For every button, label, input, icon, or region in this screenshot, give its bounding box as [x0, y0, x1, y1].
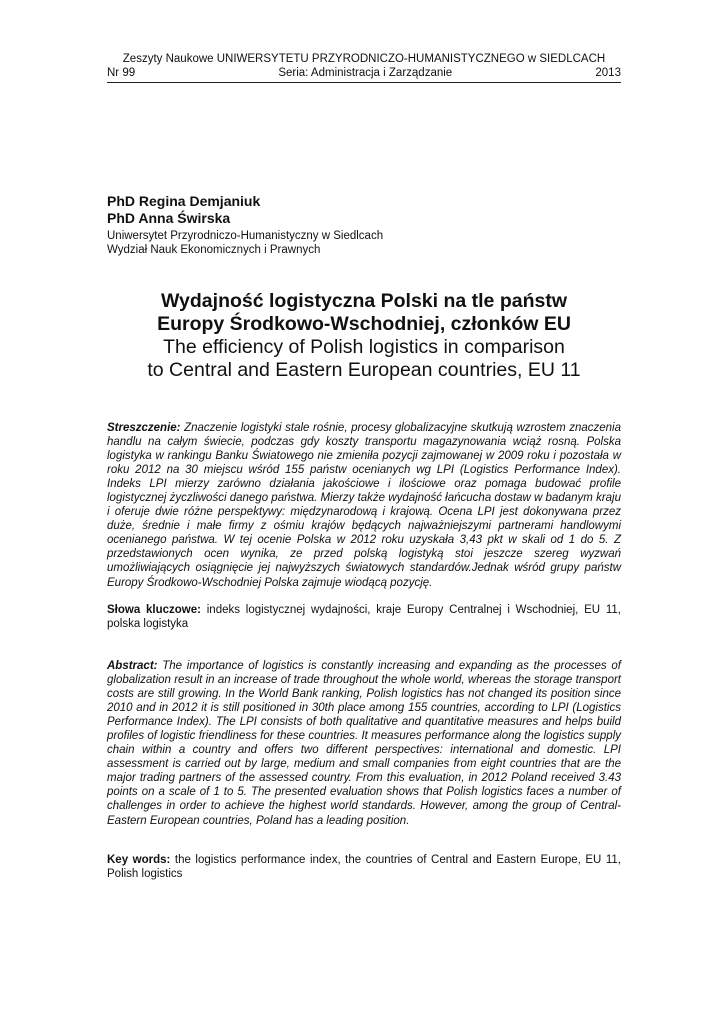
keywords-english: [107, 853, 621, 881]
title-polish-line: Europy Środkowo-Wschodniej, członków EU: [157, 313, 571, 335]
author-name: PhD Regina Demjaniuk: [107, 193, 261, 209]
header-meta-row: [107, 66, 621, 80]
title-english-line: The efficiency of Polish logistics in comparison: [163, 336, 565, 358]
abstract-english-text: The importance of logistics is constantly increasing and expanding as the processes of globalization result in an increase of trade throughout the whole world, whereas the storage transport costs are still growing. In the World Bank ranking, Polish logistics has not changed its position since 2010 and in 2012 it is still positioned in 30th place among 155 countries, according to LPI (Logistics Performance Index). The LPI consists of both qualitative and quantitative measures and helps build profiles of logistic friendliness for these countries. It measures performance along the logistics supply chain within a country and offers two different perspectives: international and domestic. LPI assessment is carried out by large, medium and small companies from eight countries that are the major trading partners of the assessed country. From this evaluation, in 2012 Poland received 3.43 points on a scale of 1 to 5. The presented evaluation shows that Polish logistics faces a number of challenges in order to achieve the highest world standards. However, among the group of Central-Eastern European countries, Poland has a leading position.: [107, 660, 622, 827]
paper-title: [107, 290, 621, 382]
keywords-polish-label: Słowa kluczowe:: [107, 604, 201, 616]
keywords-english-label: Key words:: [107, 854, 171, 866]
abstract-english-label: Abstract:: [107, 660, 158, 672]
abstract-polish-text: Znaczenie logistyki stale rośnie, procesy globalizacyjne skutkują wzrostem znaczenia handlu na całym świecie, podczas gdy koszty transportu magazynowania wciąż rosną. Polska logistyka w rankingu Banku Światowego nie zmieniła pozycji zajmowanej w 2009 roku i pozostała w roku 2012 na 30 miejscu wśród 155 państw ocenianych wg LPI (Logistics Performance Index). Indeks LPI mierzy zarówno działania jakościowe i ilościowe oraz pomaga budować profile logistycznej życzliwości danego państwa. Mierzy także wydajność łańcucha dostaw w badanym kraju i oferuje dwie różne perspektywy: międzynarodową i krajową. Ocena LPI jest dokonywana przez duże, średnie i małe firmy z ośmiu krajów będących najważniejszymi partnerami handlowymi ocenianego państwa. W tej ocenie Polska w 2012 roku uzyskała 3,43 pkt w skali od 1 do 5. Z przedstawionych ocen wynika, ze przed polską logistyką stoi jeszcze szereg wyzwań umożliwiających osiągnięcie jej najwyższych światowych standardów.Jednak wśród grupy państw Europy Środkowo-Wschodniej Polska zajmuje wiodącą pozycję.: [107, 422, 621, 589]
keywords-polish: [107, 603, 621, 631]
series-name: Seria: Administracja i Zarządzanie: [278, 67, 453, 79]
journal-name: Zeszyty Naukowe UNIWERSYTETU PRZYRODNICZO-HUMANISTYCZNEGO w SIEDLCACH: [122, 53, 606, 65]
keywords-polish-text: indeks logistycznej wydajności, kraje Europy Centralnej i Wschodniej, EU 11, polska logistyka: [107, 604, 621, 631]
affiliation-faculty: Wydział Nauk Ekonomicznych i Prawnych: [107, 244, 321, 256]
title-polish-line: Wydajność logistyczna Polski na tle państw: [161, 290, 567, 312]
affiliation-university: Uniwersytet Przyrodniczo-Humanistyczny w Siedlcach: [107, 230, 384, 242]
publication-year: 2013: [595, 67, 621, 79]
header-divider: [107, 82, 621, 83]
issue-number: Nr 99: [107, 67, 136, 79]
keywords-english-text: the logistics performance index, the countries of Central and Eastern Europe, EU 11, Polish logistics: [107, 854, 621, 881]
abstract-polish-label: Streszczenie:: [107, 422, 181, 434]
abstract-english: [107, 659, 621, 828]
abstract-polish: [107, 421, 621, 590]
author-block: [107, 193, 621, 257]
author-name: PhD Anna Świrska: [107, 210, 231, 226]
title-english-line: to Central and Eastern European countries, EU 11: [147, 359, 581, 381]
